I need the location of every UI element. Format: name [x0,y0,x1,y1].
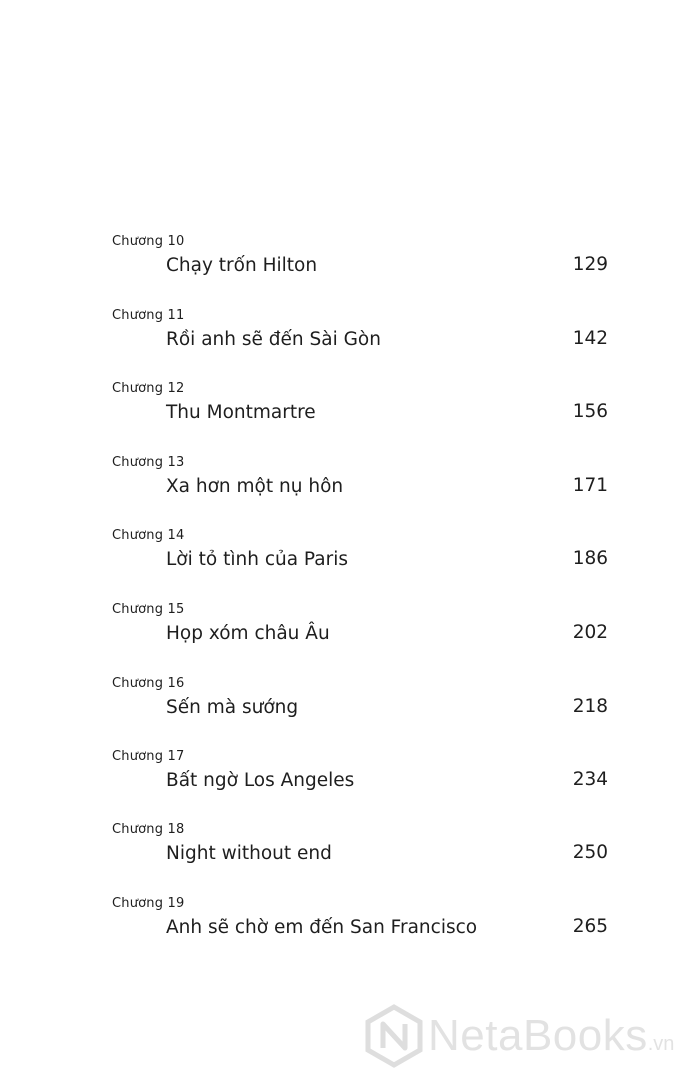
page-number: 156 [572,401,608,422]
page-number: 250 [572,842,608,863]
chapter-title: Lời tỏ tình của Paris [166,549,348,570]
toc-entry [0,528,700,598]
toc-entry [0,749,700,819]
chapter-title: Anh sẽ chờ em đến San Francisco [166,917,478,938]
watermark-brand: NetaBooks [428,1011,648,1060]
chapter-label: Chương 17 [112,749,185,764]
toc-entry [0,822,700,892]
chapter-title: Sến mà sướng [166,697,299,718]
chapter-title: Chạy trốn Hilton [166,255,318,276]
page-number: 142 [572,328,608,349]
chapter-label: Chương 18 [112,822,185,837]
chapter-label: Chương 16 [112,676,185,691]
toc-entry [0,602,700,672]
chapter-title: Bất ngờ Los Angeles [166,770,355,791]
chapter-title: Thu Montmartre [166,402,316,423]
chapter-label: Chương 12 [112,381,185,396]
chapter-label: Chương 14 [112,528,185,543]
page-number: 186 [572,548,608,569]
chapter-label: Chương 10 [112,234,185,249]
netabooks-watermark [364,1004,700,1068]
toc-entry [0,455,700,525]
netabooks-logo-icon [364,1004,424,1068]
chapter-title: Họp xóm châu Âu [166,623,330,644]
watermark-text [428,1010,674,1070]
chapter-label: Chương 19 [112,896,185,911]
page-number: 218 [572,696,608,717]
page-number: 129 [572,254,608,275]
toc-entry [0,381,700,451]
page-number: 234 [572,769,608,790]
chapter-label: Chương 15 [112,602,185,617]
chapter-title: Night without end [166,843,332,864]
toc-entry [0,234,700,304]
page-number: 265 [572,916,608,937]
chapter-title: Rồi anh sẽ đến Sài Gòn [166,329,381,350]
page-number: 202 [572,622,608,643]
chapter-title: Xa hơn một nụ hôn [166,476,344,497]
watermark-suffix: .vn [647,1033,675,1055]
toc-entry [0,308,700,378]
page-number: 171 [572,475,608,496]
chapter-label: Chương 13 [112,455,185,470]
chapter-label: Chương 11 [112,308,185,323]
toc-entry [0,676,700,746]
toc-entry [0,896,700,966]
